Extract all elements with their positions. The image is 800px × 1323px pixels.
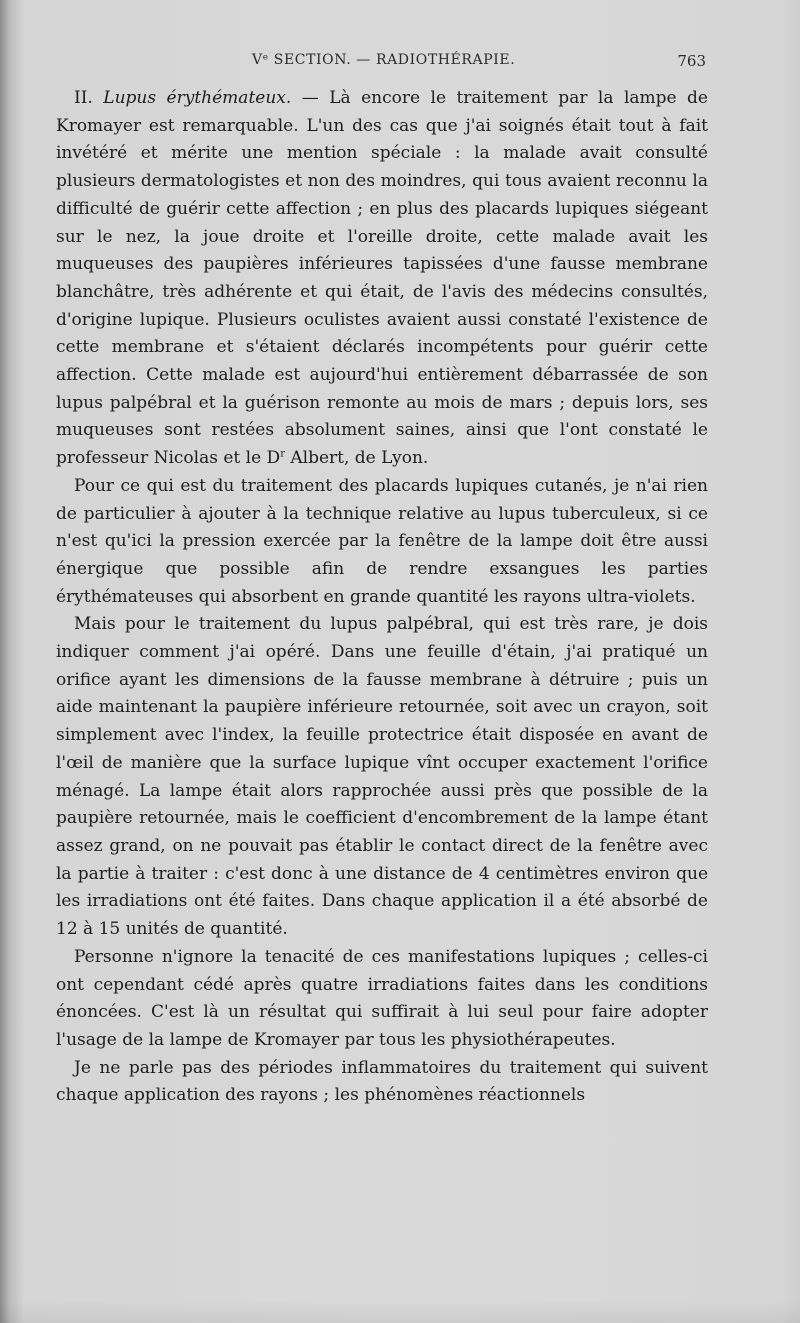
body-text <box>56 85 708 1110</box>
running-head: Vᵉ SECTION. — RADIOTHÉRAPIE. <box>252 52 516 68</box>
paragraph-text: — Là encore le traitement par la lampe de Kromayer est remarquable. L'un des cas que j'ai soignés était tout à fait invétéré et mérite une mention spéciale : la malade avait consulté plusieurs dermatologistes et non des moindres, qui tous avaient reconnu la difficulté de guérir cette affection ; en plus des placards lupiques siégeant sur le nez, la joue droite et l'oreille droite, cette malade avait les muqueuses des paupières inférieures tapissées d'une fausse membrane blanchâtre, très adhérente et qui était, de l'avis des médecins consultés, d'origine lupique. Plusieurs oculistes avaient aussi constaté l'existence de cette membrane et s'étaient déclarés incompétents pour guérir cette affection. Cette malade est aujourd'hui entièrement débarrassée de son lupus palpébral et la guérison remonte au mois de mars ; depuis lors, ses muqueuses sont restées absolument saines, ainsi que l'ont constaté le professeur Nicolas et le D <box>56 88 708 469</box>
paragraph-placards-cutanes: Pour ce qui est du traitement des placards lupiques cutanés, je n'ai rien de particulier à ajouter à la technique relative au lupus tuberculeux, si ce n'est qu'ici la pression exercée par la fenêtre de la lampe doit être aussi énergique que possible afin de rendre exsangues les parties érythémateuses qui absorbent en grande quantité les rayons ultra-violets. <box>56 475 708 607</box>
paragraph-periodes-inflammatoires: Je ne parle pas des périodes inflammatoires du traitement qui suivent chaque application des rayons ; les phénomènes réactionnels <box>56 1057 708 1106</box>
paragraph-lupus-palpebral: Mais pour le traitement du lupus palpébral, qui est très rare, je dois indiquer comment j'ai opéré. Dans une feuille d'étain, j'ai pratiqué un orifice ayant les dimensions de la fausse membrane à détruire ; puis un aide maintenant la paupière inférieure retournée, soit avec un crayon, soit simplement avec l'index, la feuille protectrice était disposée en avant de l'œil de manière que la surface lupique vînt occuper exactement l'orifice ménagé. La lampe était alors rapprochée aussi près que possible de la paupière retournée, mais le coefficient d'encombrement de la lampe étant assez grand, on ne pouvait pas établir le contact direct de la fenêtre avec la partie à traiter : c'est donc à une distance de 4 centimètres environ que les irradiations ont été faites. Dans chaque application il a été absorbé de 12 à 15 unités de quantité. <box>56 614 708 940</box>
paragraph-text-end: Albert, de Lyon. <box>284 448 429 469</box>
page-header <box>56 52 708 74</box>
section-number: II. <box>74 88 104 108</box>
superscript-r: r <box>280 448 285 460</box>
page-number: 763 <box>677 52 706 70</box>
paragraph-lupus-erythemateux <box>56 85 708 473</box>
paragraph-title: Lupus érythémateux. <box>103 88 292 108</box>
paragraph-tenacite: Personne n'ignore la tenacité de ces manifestations lupiques ; celles-ci ont cependant cédé après quatre irradiations faites dans les conditions énoncées. C'est là un résultat qui suffirait à lui seul pour faire adopter l'usage de la lampe de Kromayer par tous les physiothérapeutes. <box>56 946 708 1050</box>
